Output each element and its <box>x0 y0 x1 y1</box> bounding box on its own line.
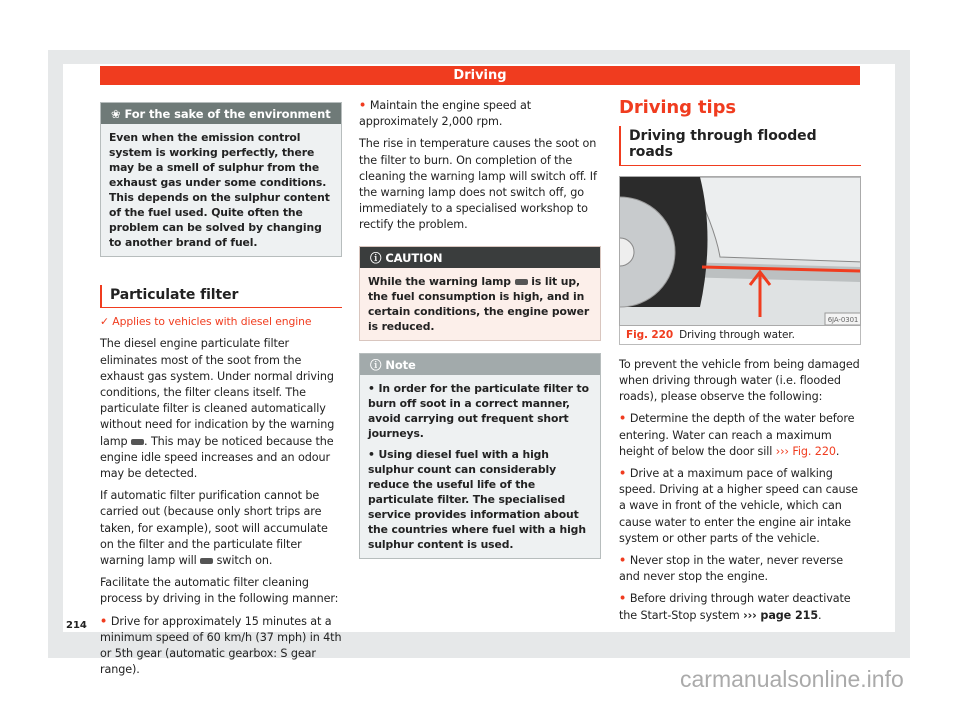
text: Drive at a maximum pace of walking speed. Driving at a higher speed can cause a wave in front of the vehicle, which can cause water to enter the engine air intake system or other parts of the vehicle. <box>619 467 858 545</box>
environment-box-header <box>101 103 341 124</box>
section-heading: Driving through flooded roads <box>619 126 861 165</box>
bullet-item <box>100 614 342 679</box>
caption-text: Driving through water. <box>679 328 795 341</box>
column-2 <box>359 98 601 559</box>
note-box <box>359 353 601 559</box>
filter-lamp-icon <box>515 279 528 285</box>
text: Maintain the engine speed at approximately 2,000 rpm. <box>359 99 531 129</box>
bullet-icon: • <box>619 467 630 481</box>
text: is lit up, the fuel consumption is high, and in certain conditions, the engine power is reduced. <box>368 274 590 333</box>
bullet-icon: • <box>619 412 630 426</box>
caution-header <box>360 247 600 268</box>
page-link[interactable]: ››› page 215 <box>743 608 819 622</box>
bullet-item <box>619 466 861 547</box>
text: switch on. <box>213 554 273 568</box>
figure-caption <box>619 326 861 345</box>
environment-title: For the sake of the environment <box>124 107 331 121</box>
note-title: Note <box>385 357 416 372</box>
section-heading: Particulate filter <box>100 285 342 308</box>
text: Before driving through water deactivate the Start-Stop system <box>619 592 851 622</box>
paragraph: Facilitate the automatic filter cleaning process by driving in the following manner: <box>100 576 339 606</box>
filter-lamp-icon <box>200 558 213 564</box>
paragraph: The rise in temperature causes the soot on the filter to burn. On completion of the cleaning the warning lamp will switch off. If the warning lamp does not switch off, go immediately to a specialised workshop to rectify the problem. <box>359 137 597 232</box>
figure-image <box>619 176 861 326</box>
note-item: • Using diesel fuel with a high sulphur count can considerably reduce the useful life of the particulate filter. The specialised service provides information about the countries where fuel with a high sulphur content is used. <box>368 447 586 551</box>
column-3 <box>619 97 861 630</box>
page-number: 214 <box>66 620 87 631</box>
text: Drive for approximately 15 minutes at a minimum speed of 60 km/h (37 mph) in 4th or 5th gear (automatic gearbox: S gear range). <box>100 614 342 677</box>
bullet-icon: • <box>100 614 111 628</box>
figure-link[interactable]: ››› Fig. 220 <box>775 444 836 458</box>
text: Using diesel fuel with a high sulphur count can considerably reduce the useful life of the particulate filter. The specialised service provides information about the countries where fuel with a high sulphur content is used. <box>368 447 586 551</box>
caution-text <box>360 268 600 340</box>
bullet-icon: • <box>619 592 630 606</box>
bullet-item: • Before driving through water deactivate the Start-Stop system ››› page 215. <box>619 592 851 622</box>
text: While the warning lamp <box>368 274 515 288</box>
paragraph <box>100 336 342 482</box>
check-icon: ✓ <box>100 315 113 329</box>
figure-code: 6JA-0301 <box>827 315 859 324</box>
environment-box <box>100 102 342 257</box>
environment-text: Even when the emission control system is working perfectly, there may be a smell of sulphur from the exhaust gas under some conditions. This depends on the sulphur content of the fuel used. Quite often the problem can be solved by changing to another brand of fuel. <box>109 131 330 249</box>
column-1 <box>100 102 342 684</box>
chapter-title: Driving tips <box>619 97 737 118</box>
bullet-icon: • <box>359 99 370 112</box>
figure-label: Fig. 220 <box>626 328 674 341</box>
filter-lamp-icon <box>131 439 144 445</box>
paragraph <box>100 488 342 569</box>
bullet-item <box>619 553 861 585</box>
section-header: Driving <box>100 66 860 85</box>
flower-icon: ❀ <box>111 107 125 121</box>
watermark: carmanualsonline.info <box>680 666 904 692</box>
note-header <box>360 354 600 375</box>
text: If automatic filter purification cannot be carried out (because only short trips are taken, for example), soot will accumulate on the filter and the particulate filter warning lamp will <box>100 489 328 568</box>
text: . This may be noticed because the engine idle speed increases and an odour may be detected. <box>100 434 334 481</box>
caution-title: CAUTION <box>385 250 443 265</box>
text: Determine the depth of the water before entering. Water can reach a maximum height of below the door sill <box>619 412 855 458</box>
info-icon: ⓘ <box>370 357 386 372</box>
paragraph: To prevent the vehicle from being damaged when driving through water (i.e. flooded roads), please observe the following: <box>619 357 860 404</box>
text: In order for the particulate filter to burn off soot in a correct manner, avoid carrying out frequent short journeys. <box>368 381 589 440</box>
note-item: • In order for the particulate filter to burn off soot in a correct manner, avoid carrying out frequent short journeys. <box>368 381 589 440</box>
text: Never stop in the water, never reverse and never stop the engine. <box>619 554 844 584</box>
text: The diesel engine particulate filter eliminates most of the soot from the exhaust gas system. Under normal driving conditions, the filter cleans itself. The particulate filter is cleaned automatically without need for indication by the warning lamp <box>100 337 335 448</box>
note-body <box>360 375 600 558</box>
applies-text: Applies to vehicles with diesel engine <box>112 315 312 329</box>
car-sill-illustration <box>620 177 861 326</box>
applies-note <box>100 314 342 330</box>
bullet-item <box>359 98 601 130</box>
bullet-icon: • <box>619 554 630 568</box>
caution-box <box>359 246 601 341</box>
bullet-item: • Determine the depth of the water before entering. Water can reach a maximum height of below the door sill ››› Fig. 220. <box>619 412 855 458</box>
caution-icon: ⓘ <box>370 250 386 265</box>
